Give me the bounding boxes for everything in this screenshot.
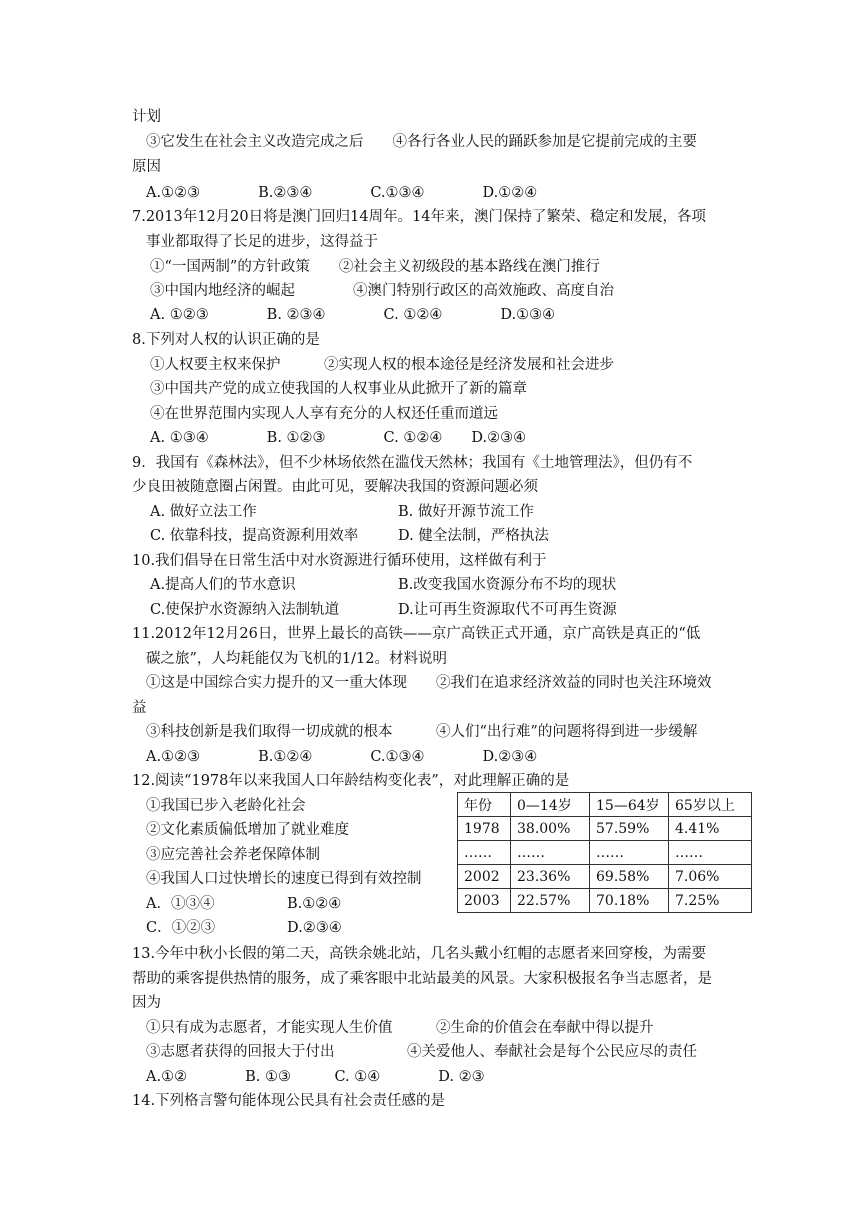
table-cell: …… (669, 841, 752, 865)
text-line: 益 (132, 700, 147, 716)
option-line: A. ①②③ B. ②③④ C. ①②④ D.①③④ (150, 307, 556, 323)
text-line: ③科技创新是我们取得一切成就的根本 ④人们“出行难”的问题将得到进一步缓解 (146, 724, 698, 740)
text-line: ①只有成为志愿者，才能实现人生价值 ②生命的价值会在奉献中得以提升 (146, 1020, 654, 1036)
table-cell: 7.06% (669, 865, 752, 889)
table-cell: 70.18% (590, 889, 669, 913)
text-line: ①人权要主权来保护 ②实现人权的根本途径是经济发展和社会进步 (150, 357, 614, 373)
table-cell: 69.58% (590, 865, 669, 889)
option-a: A. 做好立法工作 (150, 504, 257, 520)
table-header-cell: 0—14岁 (511, 793, 590, 817)
option-c: C.使保护水资源纳入法制轨道 (150, 602, 340, 618)
text-line: 原因 (132, 159, 161, 175)
option-d: D.②③④ (287, 920, 342, 936)
text-line: ①“一国两制”的方针政策 ②社会主义初级段的基本路线在澳门推行 (150, 259, 600, 275)
text-line: 因为 (132, 995, 161, 1011)
table-cell: 1978 (458, 817, 511, 841)
table-row (458, 817, 752, 841)
table-cell: 22.57% (511, 889, 590, 913)
question-14: 14.下列格言警句能体现公民具有社会责任感的是 (132, 1093, 446, 1109)
option-line: A.①②③ B.①②④ C.①③④ D.②③④ (146, 749, 538, 765)
table-cell: 38.00% (511, 817, 590, 841)
question-11: 11.2012年12月26日，世界上最长的高铁——京广高铁正式开通，京广高铁是真正的“低 (132, 626, 701, 642)
text-line: 碳之旅”，人均耗能仅为飞机的1/12。材料说明 (146, 651, 447, 667)
text-line: ③它发生在社会主义改造完成之后 ④各行各业人民的踊跃参加是它提前完成的主要 (146, 134, 697, 150)
question-12: 12.阅读“1978年以来我国人口年龄结构变化表”，对此理解正确的是 (132, 773, 570, 789)
text-line: ②文化素质偏低增加了就业难度 (146, 822, 349, 838)
text-line: 少良田被随意圈占闲置。由此可见，要解决我国的资源问题必须 (132, 479, 538, 495)
option-b: B.改变我国水资源分布不均的现状 (398, 577, 617, 593)
table-row (458, 889, 752, 913)
option-line: A. ①③④ B. ①②③ C. ①②④ D.②③④ (150, 430, 527, 446)
question-7: 7.2013年12月20日将是澳门回归14周年。14年来，澳门保持了繁荣、稳定和发展，各项 (132, 209, 707, 225)
question-8: 8.下列对人权的认识正确的是 (132, 332, 320, 348)
option-line: A.①② B. ①③ C. ①④ D. ②③ (146, 1069, 485, 1085)
table-header-cell: 15—64岁 (590, 793, 669, 817)
table-cell: 57.59% (590, 817, 669, 841)
table-cell: 2002 (458, 865, 511, 889)
table-header-cell: 65岁以上 (669, 793, 752, 817)
text-line: ③应完善社会养老保障体制 (146, 847, 320, 863)
table-cell: 7.25% (669, 889, 752, 913)
text-line: ③中国共产党的成立使我国的人权事业从此掀开了新的篇章 (150, 381, 527, 397)
table-cell: 23.36% (511, 865, 590, 889)
table-header-row (458, 793, 752, 817)
text-line: ④我国人口过快增长的速度已得到有效控制 (146, 871, 422, 887)
option-c: C．①②③ (146, 920, 216, 936)
population-age-table (457, 792, 752, 913)
question-9: 9．我国有《森林法》，但不少林场依然在滥伐天然林；我国有《土地管理法》，但仍有不 (132, 455, 693, 471)
table-cell: …… (590, 841, 669, 865)
table-cell: …… (458, 841, 511, 865)
text-line: ④在世界范围内实现人人享有充分的人权还任重而道远 (150, 406, 498, 422)
text-line: ①我国已步入老龄化社会 (146, 798, 306, 814)
option-d: D. 健全法制，严格执法 (398, 528, 549, 544)
table-row (458, 841, 752, 865)
text-line: ③志愿者获得的回报大于付出 ④关爱他人、奉献社会是每个公民应尽的责任 (146, 1044, 697, 1060)
table-cell: 4.41% (669, 817, 752, 841)
question-10: 10.我们倡导在日常生活中对水资源进行循环使用，这样做有利于 (132, 553, 547, 569)
option-b: B.①②④ (287, 896, 342, 912)
option-a: A．①③④ (146, 896, 215, 912)
option-d: D.让可再生资源取代不可再生资源 (398, 602, 617, 618)
option-b: B. 做好开源节流工作 (398, 504, 534, 520)
option-c: C. 依靠科技，提高资源利用效率 (150, 528, 359, 544)
table-header-cell: 年份 (458, 793, 511, 817)
text-line: 事业都取得了长足的进步，这得益于 (146, 234, 378, 250)
option-line: A.①②③ B.②③④ C.①③④ D.①②④ (146, 185, 538, 201)
text-line: 帮助的乘客提供热情的服务，成了乘客眼中北站最美的风景。大家积极报名争当志愿者，是 (132, 971, 712, 987)
text-line: ③中国内地经济的崛起 ④澳门特别行政区的高效施政、高度自治 (150, 283, 614, 299)
table-cell: 2003 (458, 889, 511, 913)
table-cell: …… (511, 841, 590, 865)
text-line: 计划 (132, 109, 161, 125)
table-row (458, 865, 752, 889)
option-a: A.提高人们的节水意识 (150, 577, 296, 593)
question-13: 13.今年中秋小长假的第二天，高铁余姚北站，几名头戴小红帽的志愿者来回穿梭，为需要 (132, 946, 707, 962)
text-line: ①这是中国综合实力提升的又一重大体现 ②我们在追求经济效益的同时也关注环境效 (146, 675, 712, 691)
